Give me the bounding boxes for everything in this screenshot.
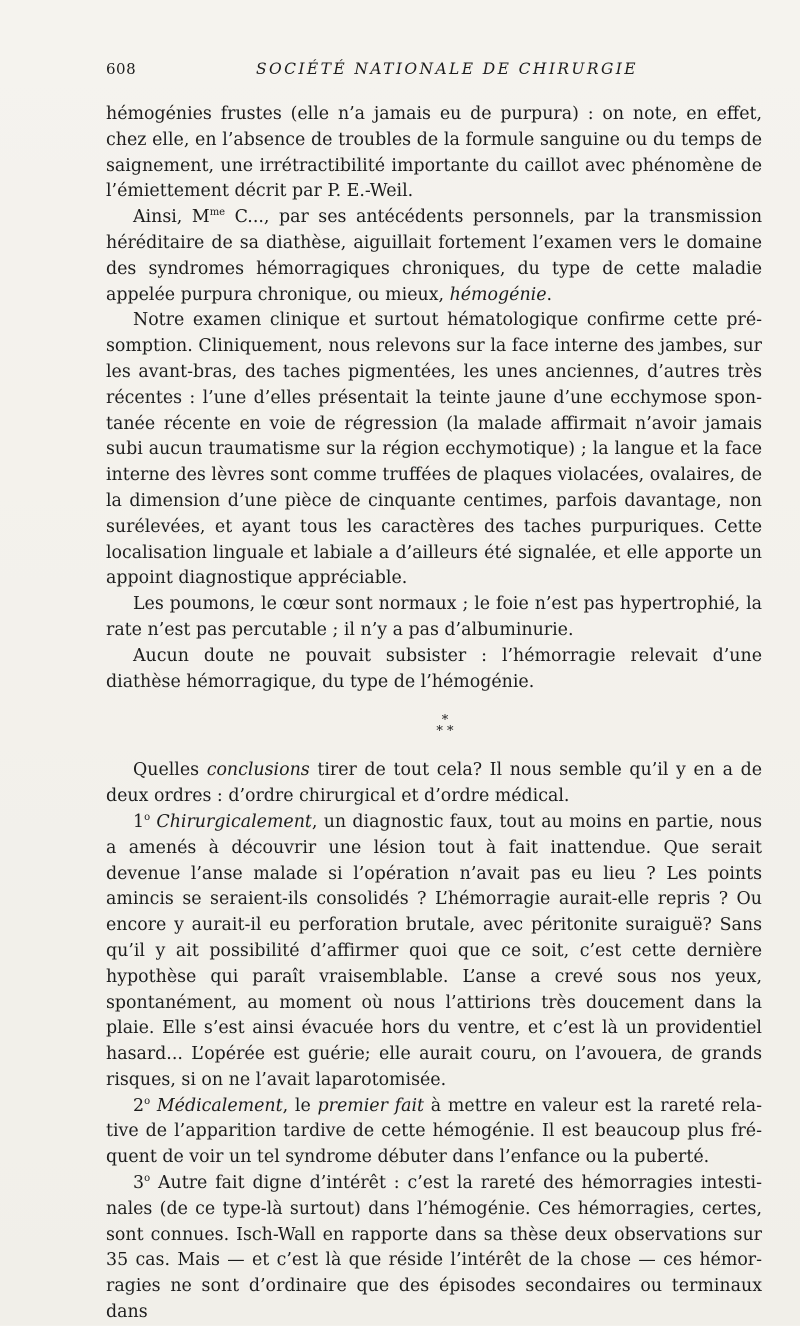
italic-run: Chirurgicalement	[156, 811, 312, 832]
superscript: o	[144, 812, 151, 824]
paragraphs-after-break	[106, 758, 762, 1326]
text-run: Autre fait digne d’intérêt : c’est la rareté des hémorragies intestinales (de ce type-là surtout) dans l’hémogénie. Ces hémorragies, certes, sont connues. Isch-Wall en rapporte dans sa thèse deux observations sur 35 cas. Mais — et c’est là que réside l’intérêt de la chose — ces hémorragies ne sont d’ordinaire que des épisodes secondaires ou terminaux dans	[106, 1173, 762, 1323]
text-run: C..., par ses antécédents personnels, par la transmission héréditaire de sa diathèse, aiguillait fortement l’examen vers le domaine des syndromes hémorragiques chroniques, du type de cette maladie appelée purpura chronique, ou mieux,	[106, 207, 763, 305]
text-run: .	[546, 284, 553, 305]
italic-run: conclusions	[206, 760, 310, 781]
text-run: , un diagnostic faux, tout au moins en partie, nous a amenés à découvrir une lésion tout à fait inattendue. Que serait devenue l’anse malade si l’opération n’avait pas eu lieu ? Les points amincis se seraient-ils consolidés ? L’hémorragie aurait-elle repris ? Ou encore y aurait-il eu perforation brutale, avec péritonite suraiguë? Sans qu’il y ait possibilité d’affirmer quoi que ce soit, c’est cette dernière hypothèse qui paraît vraisemblable. L’anse a crevé sous nos yeux, spontanément, au moment où nous l’attirions très doucement dans la plaie. Elle s’est ainsi évacuée hors du ventre, et c’est là un providentiel hasard... L’opérée est guérie; elle aurait couru, on l’avouera, de grands risques, si on ne l’avait laparotomisée.	[106, 811, 763, 1090]
italic-run: premier fait	[317, 1095, 425, 1116]
text-run	[150, 1096, 157, 1116]
italic-run: Médicalement	[156, 1095, 283, 1116]
page-header	[106, 60, 761, 86]
superscript: o	[144, 1095, 151, 1107]
section-break-asterism	[106, 713, 762, 740]
paragraph	[106, 308, 762, 592]
text-run: tirer de tout cela? Il nous semble qu’il y en a de deux ordres : d’ordre chirurgical et d’ordre médical.	[106, 760, 762, 807]
paragraph	[106, 758, 762, 810]
italic-run: hémogénie	[449, 284, 547, 305]
superscript: me	[209, 207, 226, 219]
paragraph	[106, 1094, 762, 1171]
text-run: 2	[133, 1095, 145, 1116]
paragraph	[106, 810, 762, 1094]
text-run: 1	[133, 811, 145, 832]
text-run: hémogénies frustes (elle n’a jamais eu de purpura) : on note, en effet, chez elle, en l’absence de troubles de la formule sanguine ou du temps de saignement, une irrétractibilité importante du caillot avec phénomène de l’émiettement décrit par P. E.-Weil.	[106, 104, 762, 202]
text-run: 3	[133, 1173, 145, 1194]
paragraph	[106, 205, 762, 308]
text-run: Quelles	[133, 760, 207, 781]
text-run: à mettre en valeur est la rareté relative de l’apparition tardive de cette hémogénie. Il est beaucoup plus fréquent de voir un tel syndrome débuter dans l’enfance ou la puberté.	[106, 1095, 762, 1168]
text-run: Notre examen clinique et surtout hématologique confirme cette présomption. Cliniquement, nous relevons sur la face interne des jambes, sur les avant-bras, des taches pigmentées, les unes anciennes, d’autres très récentes : l’une d’elles présentait la teinte jaune d’une ecchymose spontanée récente en voie de régression (la malade affirmait n’avoir jamais subi aucun traumatisme sur la région ecchymotique) ; la langue et la face interne des lèvres sont comme truffées de plaques violacées, ovalaires, de la dimension d’une pièce de cinquante centimes, parfois davantage, non surélevées, et ayant tous les caractères des taches purpuriques. Cette localisation linguale et labiale a d’ailleurs été signalée, et elle apporte un appoint diagnostique appréciable.	[106, 310, 762, 589]
text-run: Aucun doute ne pouvait subsister : l’hémorragie relevait d’une diathèse hémorragique, du type de l’hémogénie.	[106, 645, 762, 692]
paragraph	[106, 102, 762, 205]
paragraph	[106, 1171, 762, 1326]
running-title: SOCIÉTÉ NATIONALE DE CHIRURGIE	[256, 60, 638, 78]
text-run: , le	[282, 1095, 318, 1116]
text-run: Les poumons, le cœur sont normaux ; le foie n’est pas hypertrophié, la rate n’est pas percutable ; il n’y a pas d’albuminurie.	[106, 594, 762, 640]
paragraph	[106, 644, 762, 696]
asterism-bottom: * *	[436, 724, 454, 740]
page-number: 608	[106, 60, 137, 78]
paragraphs-before-break	[106, 102, 762, 695]
body-text	[106, 102, 762, 1326]
asterism-top: *	[441, 713, 449, 729]
paragraph	[106, 592, 762, 644]
superscript: o	[144, 1173, 151, 1185]
text-run: Ainsi, M	[133, 207, 210, 228]
